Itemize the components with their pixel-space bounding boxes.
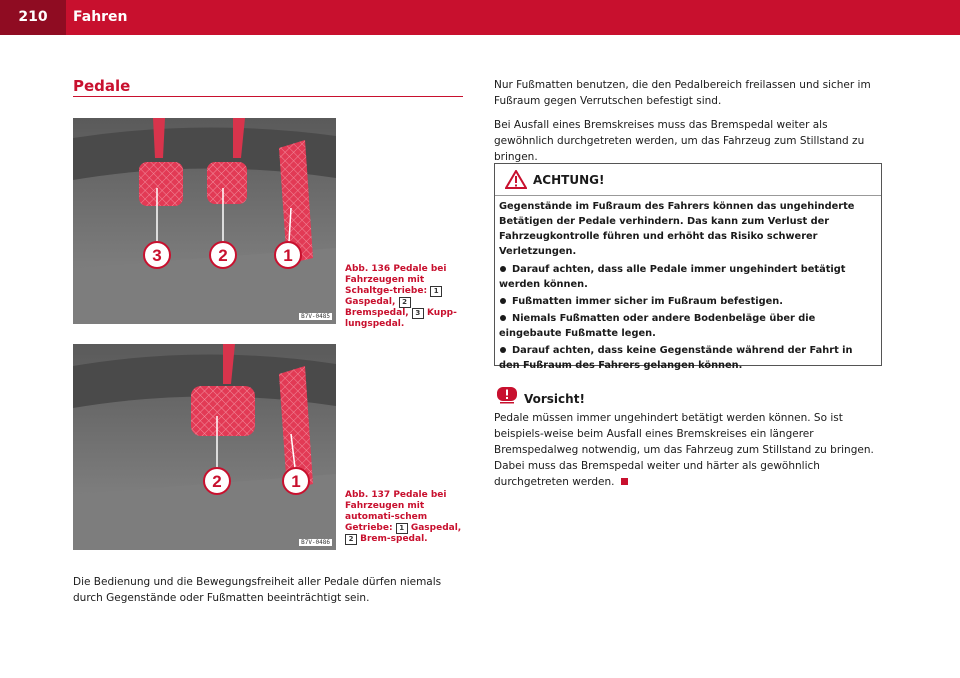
- chapter-title: Fahren: [73, 9, 128, 25]
- figure2-caption: Abb. 137 Pedale bei Fahrzeugen mit automati-schem Getriebe: 1 Gaspedal, 2 Brem-spedal.: [345, 490, 462, 544]
- paragraph-brake-circuit: Bei Ausfall eines Bremskreises muss das Bremspedal weiter als gewöhnlich durchgetreten werden, um das Fahrzeug zum Stillstand zu bringen.: [494, 119, 865, 163]
- bullet-icon: [500, 266, 506, 272]
- callout-1: 1: [430, 286, 442, 297]
- warning-bullet: Darauf achten, dass keine Gegenstände während der Fahrt in den Fußraum des Fahrers gelangen können.: [499, 345, 853, 371]
- figure1-label-2: 2: [218, 246, 228, 265]
- pedals-illustration-manual: [73, 118, 336, 324]
- page-number: 210: [0, 0, 66, 35]
- warning-bullet: Darauf achten, dass alle Pedale immer ungehindert betätigt werden können.: [499, 264, 846, 290]
- pedals-illustration-automatic: [73, 344, 336, 550]
- figure1-label-1: 1: [283, 246, 293, 265]
- caution-note: [494, 386, 889, 490]
- callout-1: 1: [396, 523, 408, 534]
- figure2-label-2: 2: [212, 472, 222, 491]
- callout-3: 3: [412, 308, 424, 319]
- bullet-icon: [500, 315, 506, 321]
- warning-triangle-icon: [505, 170, 527, 189]
- end-of-section-icon: [621, 478, 628, 485]
- caution-text: Pedale müssen immer ungehindert betätigt werden können. So ist beispiels-weise beim Ausfall eines Bremskreises ein längerer Bremspedalweg notwendig, um das Fahrzeug zum Stillstand zu bringen. Dabei muss das Bremspedal weiter und härter als gewöhnlich durchgetreten werden.: [494, 412, 874, 488]
- warning-bullet: Fußmatten immer sicher im Fußraum befestigen.: [499, 294, 875, 309]
- figure1-code: B7V-0485: [301, 313, 330, 320]
- figure1-label-3: 3: [152, 246, 162, 265]
- figure-manual-pedals: [73, 118, 336, 324]
- caution-exclamation-icon: [496, 386, 518, 404]
- body-text-left: Die Bedienung und die Bewegungsfreiheit aller Pedale dürfen niemals durch Gegenstände oder Fußmatten beeinträchtigt sein.: [73, 576, 442, 604]
- section-title: Pedale: [73, 77, 131, 95]
- figure1-caption: Abb. 136 Pedale bei Fahrzeugen mit Schaltge-triebe: 1 Gaspedal, 2 Bremspedal, 3 Kupp-lungspedal.: [345, 264, 457, 329]
- warning-title: ACHTUNG!: [533, 173, 605, 187]
- callout-2: 2: [345, 534, 357, 545]
- paragraph-floor-mats: Nur Fußmatten benutzen, die den Pedalbereich freilassen und sicher im Fußraum gegen Verrutschen befestigt sind.: [494, 79, 871, 107]
- figure-automatic-pedals: [73, 344, 336, 550]
- warning-box: [494, 163, 882, 371]
- body-text-right: [494, 77, 886, 173]
- figure2-label-1: 1: [291, 472, 301, 491]
- caution-title: Vorsicht!: [524, 392, 585, 406]
- warning-bullet: Niemals Fußmatten oder andere Bodenbeläge über die eingebaute Fußmatte legen.: [499, 313, 816, 339]
- page-header: [0, 0, 960, 35]
- section-divider: [73, 96, 463, 97]
- bullet-icon: [500, 298, 506, 304]
- warning-header: [495, 164, 881, 196]
- bullet-icon: [500, 347, 506, 353]
- warning-lead: Gegenstände im Fußraum des Fahrers können das ungehinderte Betätigen der Pedale verhindern. Das kann zum Verlust der Fahrzeugkontrolle führen und erhöht das Risiko schwerer Verletzungen.: [499, 201, 855, 257]
- caution-header: [494, 386, 889, 408]
- figure2-code: B7V-0486: [301, 539, 330, 546]
- callout-2: 2: [399, 297, 411, 308]
